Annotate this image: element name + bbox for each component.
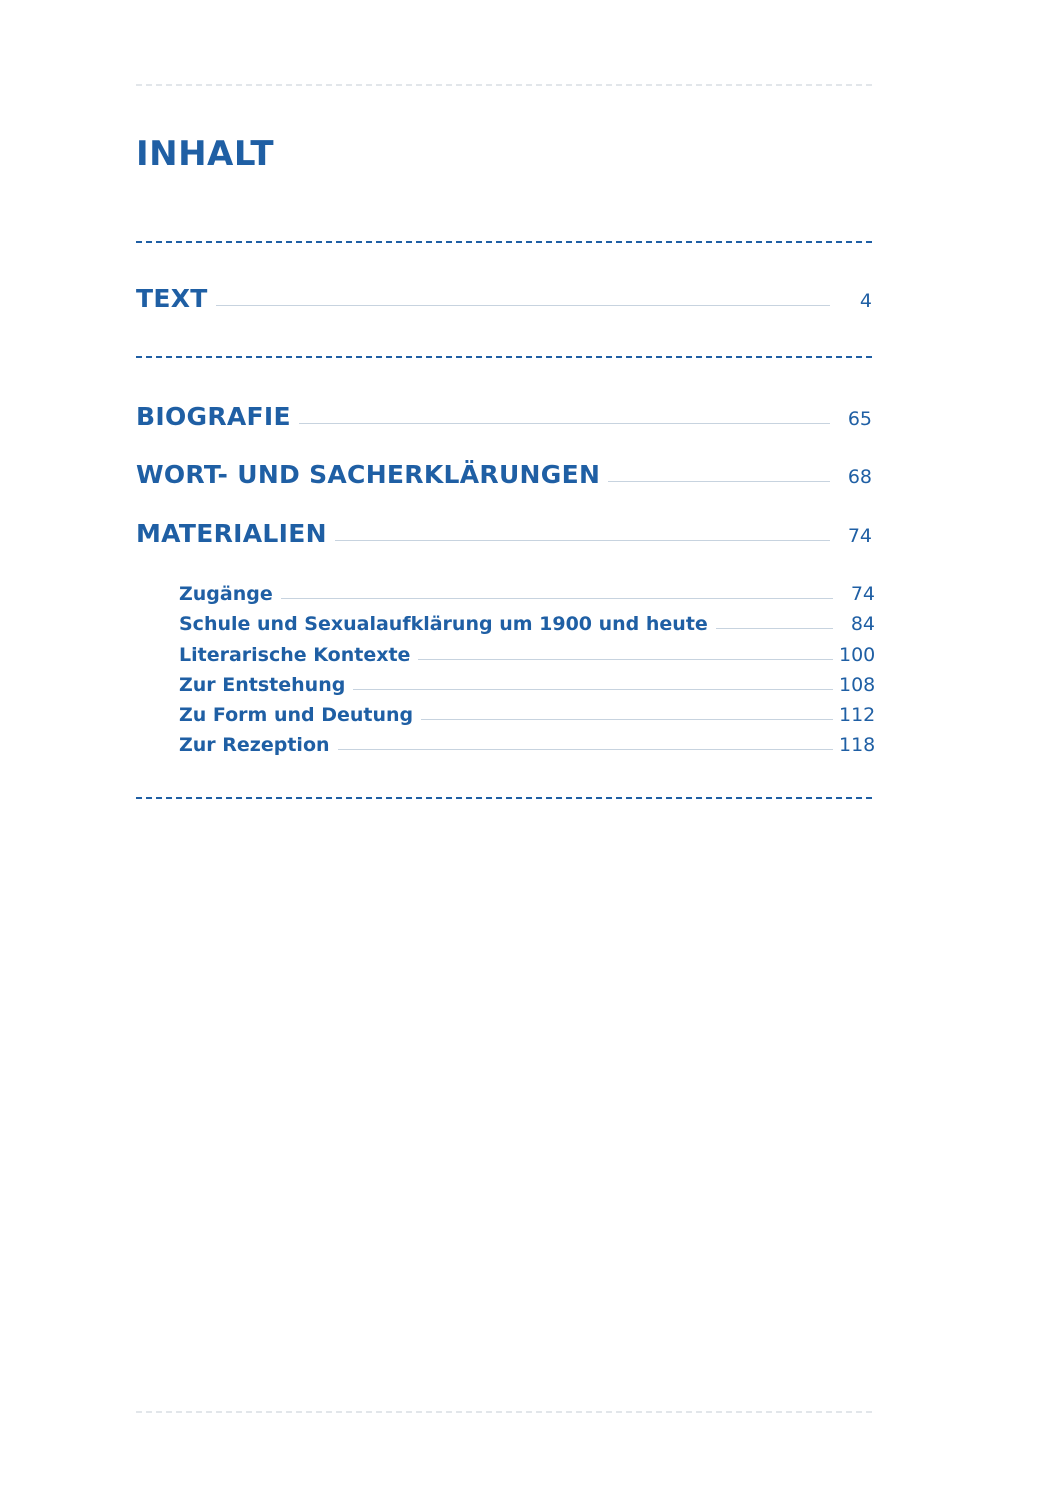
- toc-page-number: 4: [859, 290, 872, 312]
- toc-page-number: 108: [839, 674, 876, 696]
- toc-leader-line: [608, 481, 830, 482]
- toc-page-number: 84: [850, 613, 875, 635]
- section-divider: [136, 241, 872, 243]
- toc-leader-line: [335, 540, 830, 541]
- toc-leader-line: [281, 598, 833, 599]
- toc-leader-line: [299, 423, 830, 424]
- toc-leader-line: [418, 659, 833, 660]
- toc-subentry-label: Literarische Kontexte: [179, 644, 411, 666]
- toc-page-number: 74: [847, 525, 872, 547]
- toc-subentry-literarische-kontexte[interactable]: [179, 644, 875, 666]
- toc-leader-line: [716, 628, 833, 629]
- toc-entry-text[interactable]: [136, 284, 872, 313]
- page-title: INHALT: [136, 134, 275, 174]
- toc-page-number: 100: [839, 644, 876, 666]
- toc-leader-line: [421, 719, 833, 720]
- toc-subentry-label: Zu Form und Deutung: [179, 704, 414, 726]
- toc-subentry-label: Schule und Sexualaufklärung um 1900 und heute: [179, 613, 708, 635]
- toc-subentry-zu-form-und-deutung[interactable]: [179, 704, 875, 726]
- toc-page-number: 65: [847, 408, 872, 430]
- toc-entry-biografie[interactable]: [136, 402, 872, 431]
- section-divider: [136, 356, 872, 358]
- toc-leader-line: [216, 305, 830, 306]
- toc-page-number: 118: [839, 734, 876, 756]
- top-rule: [136, 84, 872, 86]
- bottom-rule: [136, 1411, 872, 1413]
- toc-page-number: 74: [850, 583, 875, 605]
- toc-entry-label: BIOGRAFIE: [136, 402, 291, 431]
- section-divider: [136, 797, 872, 799]
- toc-subentry-zur-entstehung[interactable]: [179, 674, 875, 696]
- toc-leader-line: [338, 749, 833, 750]
- toc-entry-materialien[interactable]: [136, 519, 872, 548]
- toc-page-number: 112: [839, 704, 876, 726]
- toc-subentry-label: Zugänge: [179, 583, 273, 605]
- toc-entry-label: WORT- UND SACHERKLÄRUNGEN: [136, 460, 601, 489]
- toc-leader-line: [353, 689, 833, 690]
- toc-subentry-zugaenge[interactable]: [179, 583, 875, 605]
- toc-subentry-schule-und-sexualaufklaerung[interactable]: [179, 613, 875, 635]
- toc-entry-label: TEXT: [136, 284, 208, 313]
- toc-subentry-label: Zur Rezeption: [179, 734, 330, 756]
- toc-subentry-label: Zur Entstehung: [179, 674, 346, 696]
- toc-subentry-zur-rezeption[interactable]: [179, 734, 875, 756]
- toc-entry-label: MATERIALIEN: [136, 519, 327, 548]
- toc-entry-wort-und-sacherklaerungen[interactable]: [136, 460, 872, 489]
- toc-page-number: 68: [847, 466, 872, 488]
